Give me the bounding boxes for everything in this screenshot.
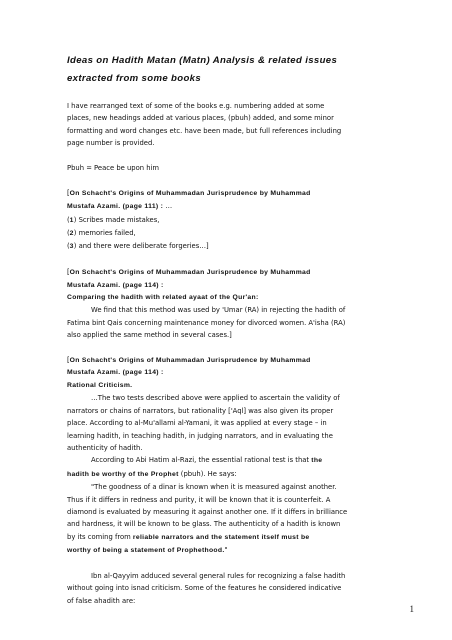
list-item: (1) Scribes made mistakes, [67, 215, 160, 224]
document-title [67, 52, 390, 88]
reference-line: [On Schacht's Origins of Muhammadan Jurisprudence by Muhammad [67, 268, 311, 277]
page-number: 1 [409, 604, 414, 614]
reference-title: On Schacht's Origins of Muhammadan Jurisprudence by Muhammad [69, 269, 311, 277]
list-item: (3) and there were deliberate forgeries…] [67, 242, 209, 251]
text-line: learning hadith, in teaching hadith, in judging narrators, and in evaluating the [67, 431, 333, 440]
reference-title: On Schacht's Origins of Muhammadan Jurisprudence by Muhammad [69, 357, 311, 365]
section-heading: Rational Criticism. [67, 381, 133, 389]
reference-line: Mustafa Azami. (page 111) : … [67, 202, 173, 211]
reference-line: Mustafa Azami. (page 114) : [67, 281, 164, 289]
section-3 [67, 354, 390, 607]
quote-line: by its coming from reliable narrators and the statement itself must be [67, 532, 310, 541]
text-line: Ibn al-Qayyim adduced several general rules for recognizing a false hadith [91, 571, 346, 580]
text-line: of false ahadith are: [67, 596, 136, 605]
quote-line: worthy of being a statement of Prophethood." [67, 546, 228, 555]
section-2 [67, 266, 390, 341]
text-line: Fatima bint Qais concerning maintenance money for divorced women. A'isha (RA) [67, 318, 346, 327]
text-line: place. According to al-Mu'allami al-Yamani, it was applied at every stage – in [67, 419, 327, 428]
title-line: extracted from some books [67, 73, 202, 84]
text-line: formatting and word changes etc. have been made, but full references including [67, 126, 342, 135]
reference-title: Mustafa Azami. (page 111) : [67, 203, 164, 211]
reference-line: [On Schacht's Origins of Muhammadan Jurisprudence by Muhammad [67, 188, 311, 197]
reference-title: On Schacht's Origins of Muhammadan Jurisprudence by Muhammad [69, 189, 311, 197]
text-line: I have rearranged text of some of the books e.g. numbering added at some [67, 102, 325, 110]
text-line: According to Abi Hatim al-Razi, the essential rational test is that the [91, 456, 323, 465]
section-heading: Comparing the hadith with related ayaat of the Qur'an: [67, 294, 259, 302]
intro-paragraph [67, 100, 390, 150]
quote-line: diamond is evaluated by measuring it against another one. If it differs in brilliance [67, 507, 348, 516]
pbuh-definition: Pbuh = Peace be upon him [67, 164, 160, 173]
title-line: Ideas on Hadith Matan (Matn) Analysis & related issues [67, 55, 338, 66]
text-line: narrators or chains of narrators, but rationality ['Aql] was also given its proper [67, 406, 334, 415]
text-line: authenticity of hadith. [67, 443, 143, 452]
text-line: …The two tests described above were applied to ascertain the validity of [91, 394, 340, 403]
list-item: (2) memories failed, [67, 229, 136, 238]
quote-line: "The goodness of a dinar is known when it is measured against another. [91, 483, 337, 492]
text-line: We find that this method was used by 'Umar (RA) in rejecting the hadith of [91, 306, 346, 315]
reference-line: [On Schacht's Origins of Muhammadan Jurisprudence by Muhammad [67, 356, 311, 365]
text-line: also applied the same method in several cases.] [67, 331, 232, 340]
reference-line: Mustafa Azami. (page 114) : [67, 369, 164, 377]
section-1 [67, 187, 390, 254]
text-line: without going into isnad criticism. Some of the features he considered indicative [67, 584, 342, 593]
quote-line: Thus if it differs in redness and purity, it will be known that it is counterfeit. A [67, 495, 331, 504]
text-line: page number is provided. [67, 139, 155, 148]
text-line: places, new headings added at various places, (pbuh) added, and some minor [67, 114, 334, 123]
quote-line: and hardness, it will be known to be glass. The authenticity of a hadith is known [67, 520, 341, 529]
text-line: hadith be worthy of the Prophet (pbuh). He says: [67, 469, 237, 478]
